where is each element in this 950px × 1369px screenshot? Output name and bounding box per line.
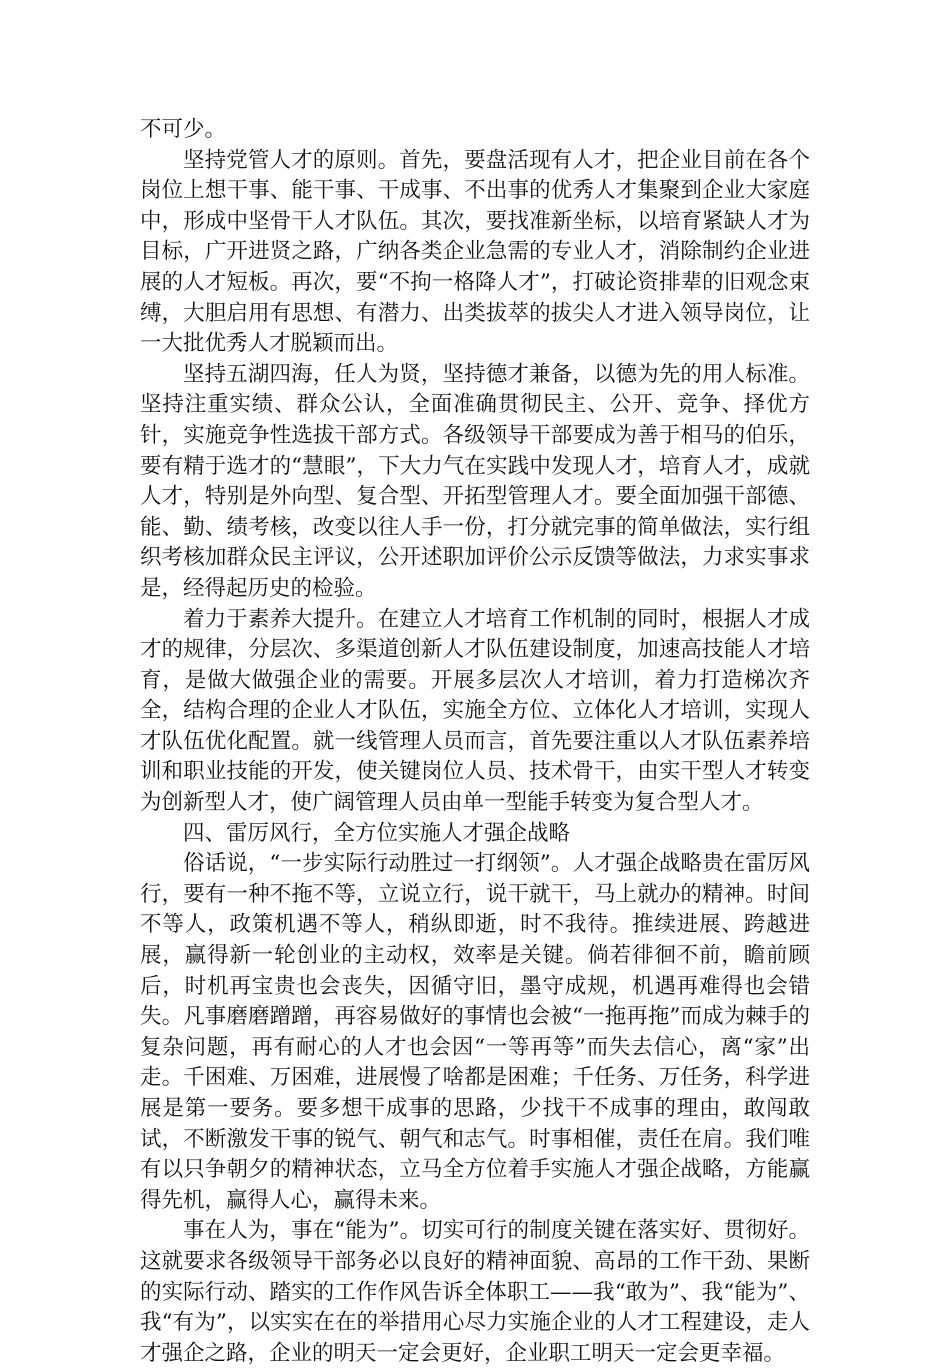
paragraph-1: 不可少。 [140,117,227,142]
document-page [140,115,810,1369]
paragraph-4: 着力于素养大提升。在建立人才培育工作机制的同时，根据人才成才的规律，分层次、多渠道创新人才队伍建设制度，加速高技能人才培育，是做大做强企业的需要。开展多层次人才培训，着力打造梯次齐全，结构合理的企业人才队伍，实施全方位、立体化人才培训，实现人才队伍优化配置。就一线管理人员而言，首先要注重以人才队伍素养培训和职业技能的开发，使关键岗位人员、技术骨干，由实干型人才转变为创新型人才，使广阔管理人员由单一型能手转变为复合型人才。 [140,606,810,816]
paragraph-2: 坚持党管人才的原则。首先，要盘活现有人才，把企业目前在各个岗位上想干事、能干事、干成事、不出事的优秀人才集聚到企业大家庭中，形成中坚骨干人才队伍。其次，要找准新坐标，以培育紧缺人才为目标，广开进贤之路，广纳各类企业急需的专业人才，消除制约企业进展的人才短板。再次，要“不拘一格降人才”，打破论资排辈的旧观念束缚，大胆启用有思想、有潜力、出类拔萃的拔尖人才进入领导岗位，让一大批优秀人才脱颖而出。 [140,147,810,357]
section-heading: 四、雷厉风行，全方位实施人才强企战略 [183,820,571,846]
paragraph-3: 坚持五湖四海，任人为贤，坚持德才兼备，以德为先的用人标准。坚持注重实绩、群众公认，全面准确贯彻民主、公开、竞争、择优方针，实施竞争性选拔干部方式。各级领导干部要成为善于相马的伯乐，要有精于选才的“慧眼”，下大力气在实践中发现人才，培育人才，成就人才，特别是外向型、复合型、开拓型管理人才。要全面加强干部德、能、勤、绩考核，改变以往人手一份，打分就完事的简单做法，实行组织考核加群众民主评议，公开述职加评价公示反馈等做法，力求实事求是，经得起历史的检验。 [140,361,810,601]
paragraph-7: 事在人为，事在“能为”。切实可行的制度关键在落实好、贯彻好。这就要求各级领导干部务必以良好的精神面貌、高昂的工作干劲、果断的实际行动、踏实的工作作风告诉全体职工——我“敢为”、我“能为”、我“有为”，以实实在在的举措用心尽力实施企业的人才工程建设，走人才强企之路，企业的明天一定会更好，企业职工明天一定会更幸福。 [140,1218,810,1366]
paragraph-6: 俗话说，“一步实际行动胜过一打纲领”。人才强企战略贵在雷厉风行，要有一种不拖不等，立说立行，说干就干，马上就办的精神。时间不等人，政策机遇不等人，稍纵即逝，时不我待。推续进展、跨越进展，赢得新一轮创业的主动权，效率是关键。倘若徘徊不前，瞻前顾后，时机再宝贵也会丧失，因循守旧，墨守成规，机遇再难得也会错失。凡事磨磨蹭蹭，再容易做好的事情也会被“一拖再拖”而成为棘手的复杂问题，再有耐心的人才也会因“一等再等”而失去信心，离“家”出走。千困难、万困难，进展慢了啥都是困难；千任务、万任务，科学进展是第一要务。要多想干成事的思路，少找干不成事的理由，敢闯敢试，不断激发干事的锐气、朝气和志气。时事相催，责任在肩。我们唯有以只争朝夕的精神状态，立马全方位着手实施人才强企战略，方能赢得先机，赢得人心，赢得未来。 [140,851,810,1213]
